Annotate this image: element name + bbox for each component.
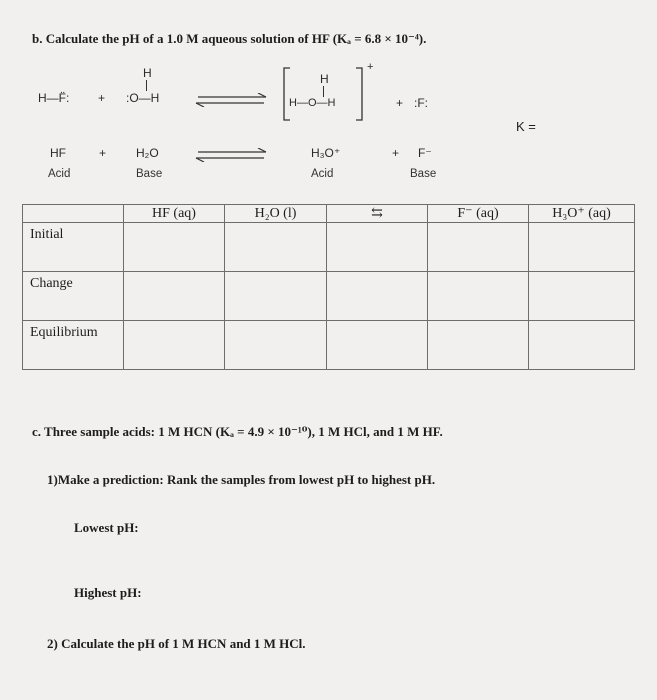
formula-plus-2: + bbox=[392, 146, 400, 160]
ice-cell[interactable] bbox=[327, 321, 428, 370]
ice-row-equilibrium bbox=[23, 321, 635, 370]
formula-h3o: H₃O⁺ bbox=[311, 146, 341, 160]
lewis-plus-1: + bbox=[98, 91, 106, 105]
equilibrium-arrow-2 bbox=[194, 148, 268, 162]
ice-cell[interactable] bbox=[327, 272, 428, 321]
ice-cell[interactable] bbox=[428, 272, 529, 321]
ice-header-f: F⁻ (aq) bbox=[428, 205, 529, 223]
ice-cell[interactable] bbox=[529, 223, 635, 272]
hydronium-bracket bbox=[282, 64, 382, 124]
ice-cell[interactable] bbox=[428, 223, 529, 272]
ice-row-initial bbox=[23, 223, 635, 272]
formula-plus-1: + bbox=[99, 146, 107, 160]
hydronium-top-h: H bbox=[320, 72, 329, 86]
ice-cell[interactable] bbox=[225, 223, 327, 272]
lewis-water: :O—H bbox=[126, 91, 160, 105]
lowest-ph-label: Lowest pH: bbox=[74, 520, 139, 535]
formula-h2o: H₂O bbox=[136, 146, 159, 160]
ice-header-equilibrium-arrow: ⇆ bbox=[327, 205, 428, 223]
role-base-2: Base bbox=[410, 168, 437, 180]
ice-row-label: Initial bbox=[23, 223, 124, 272]
formula-hf: HF bbox=[50, 146, 66, 160]
question-c2-text: 2) Calculate the pH of 1 M HCN and 1 M HCl. bbox=[47, 636, 306, 651]
lewis-hydronium: H—O—H bbox=[289, 97, 336, 109]
ice-row-label: Change bbox=[23, 272, 124, 321]
lewis-water-top-h: H bbox=[143, 66, 152, 80]
lewis-plus-2: + bbox=[396, 96, 404, 110]
ice-cell[interactable] bbox=[529, 272, 635, 321]
ice-header-h2o: H₂O (l) bbox=[225, 205, 327, 223]
ice-header-row bbox=[23, 205, 635, 223]
ice-row-change bbox=[23, 272, 635, 321]
role-acid-1: Acid bbox=[48, 168, 71, 180]
k-label: K = bbox=[516, 119, 536, 134]
ice-cell[interactable] bbox=[225, 321, 327, 370]
ice-header-hf: HF (aq) bbox=[124, 205, 225, 223]
question-b-text: b. Calculate the pH of a 1.0 M aqueous solution of HF (Kₐ = 6.8 × 10⁻⁴). bbox=[32, 31, 427, 46]
ice-cell[interactable] bbox=[124, 223, 225, 272]
ice-corner-cell bbox=[23, 205, 124, 223]
role-acid-2: Acid bbox=[311, 168, 334, 180]
ice-cell[interactable] bbox=[225, 272, 327, 321]
hydronium-charge: + bbox=[367, 61, 374, 73]
ice-table bbox=[22, 204, 635, 370]
ice-cell[interactable] bbox=[124, 321, 225, 370]
highest-ph-label: Highest pH: bbox=[74, 585, 142, 600]
ice-row-label: Equilibrium bbox=[23, 321, 124, 370]
hydronium-bond bbox=[323, 86, 324, 97]
lewis-fluoride: :F: bbox=[414, 96, 428, 110]
ice-cell[interactable] bbox=[327, 223, 428, 272]
equilibrium-arrow-1 bbox=[194, 93, 268, 107]
formula-f: F⁻ bbox=[418, 146, 432, 160]
lewis-hf: H—F̈: bbox=[38, 91, 70, 105]
ice-cell[interactable] bbox=[529, 321, 635, 370]
question-c-text: c. Three sample acids: 1 M HCN (Kₐ = 4.9 × 10⁻¹⁰), 1 M HCl, and 1 M HF. bbox=[32, 424, 443, 439]
role-base-1: Base bbox=[136, 168, 163, 180]
ice-header-h3o: H₃O⁺ (aq) bbox=[529, 205, 635, 223]
ice-cell[interactable] bbox=[124, 272, 225, 321]
question-c1-text: 1)Make a prediction: Rank the samples from lowest pH to highest pH. bbox=[47, 472, 436, 487]
ice-cell[interactable] bbox=[428, 321, 529, 370]
lewis-water-bond bbox=[146, 80, 147, 91]
